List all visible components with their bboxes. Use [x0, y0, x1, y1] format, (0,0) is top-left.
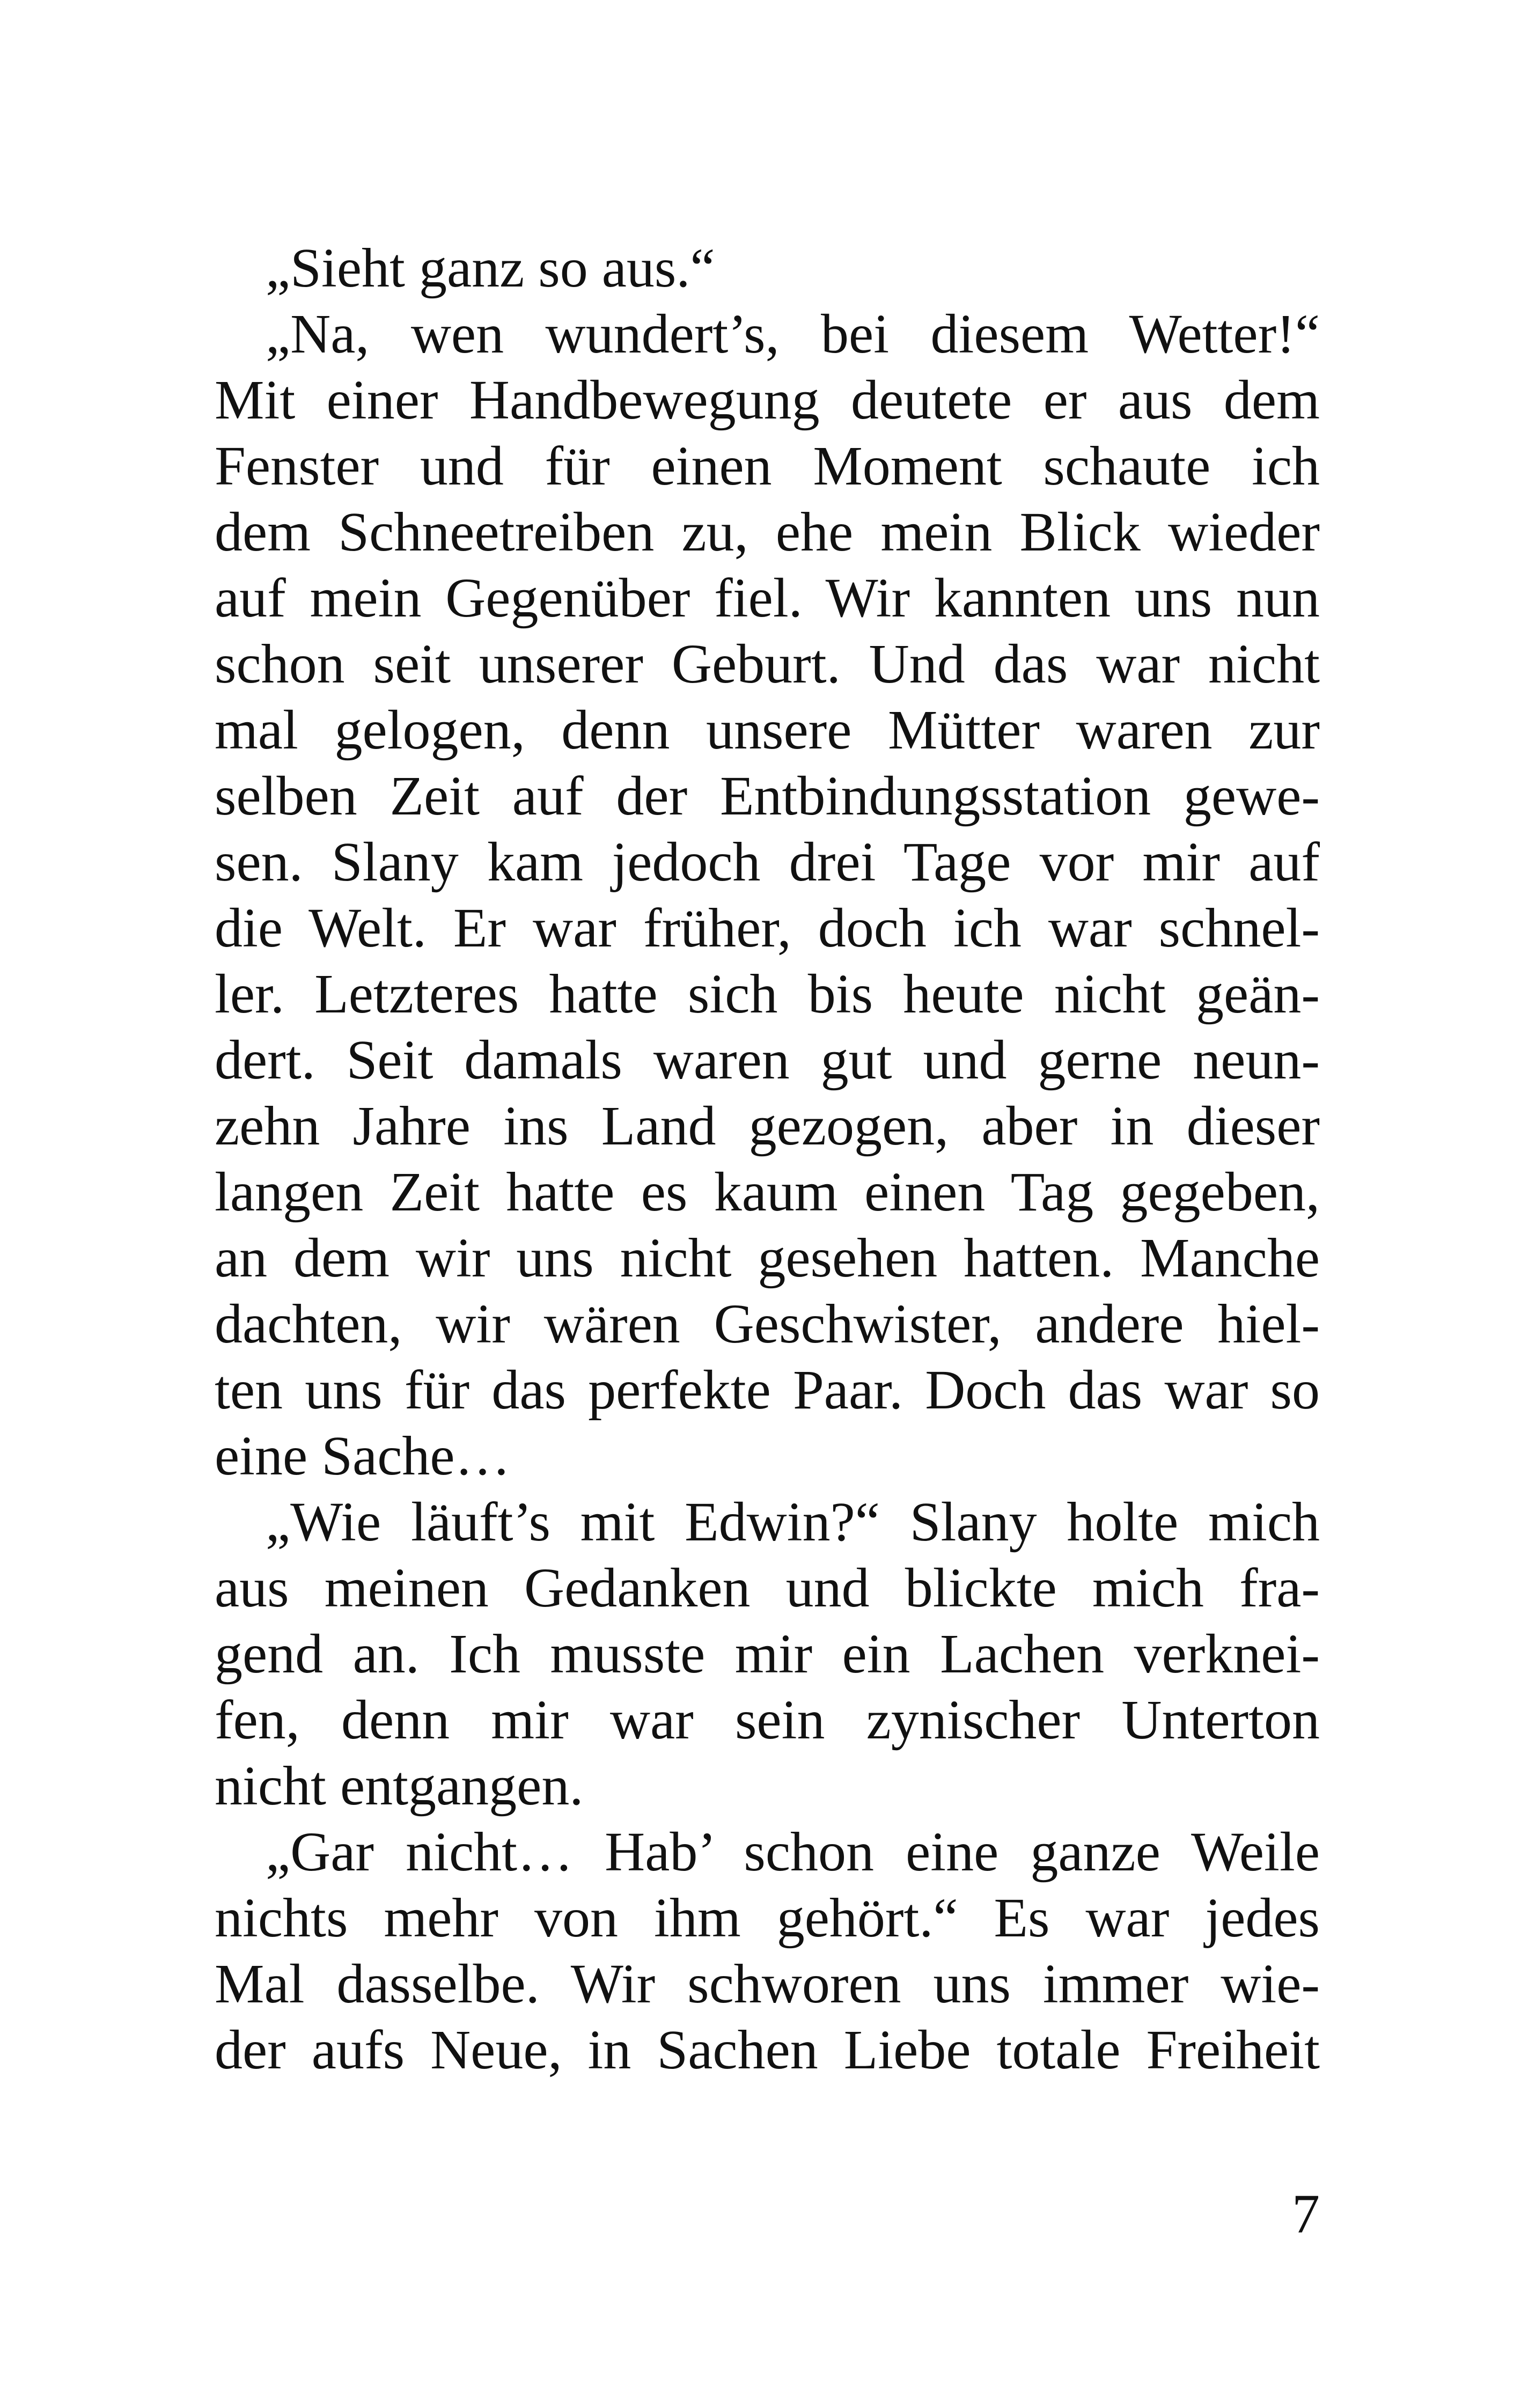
text-line: eine Sache… — [215, 1425, 511, 1487]
text-line: nicht entgangen. — [215, 1755, 584, 1817]
text-line: ten uns für das perfekte Paar. Doch das war so — [215, 1359, 1320, 1421]
text-line: die Welt. Er war früher, doch ich war schnel- — [215, 897, 1320, 959]
text-line: sen. Slany kam jedoch drei Tage vor mir auf — [215, 831, 1320, 893]
text-line: „Gar nicht… Hab’ schon eine ganze Weile — [266, 1821, 1320, 1883]
text-line: dem Schneetreiben zu, ehe mein Blick wieder — [215, 501, 1320, 563]
text-line: auf mein Gegenüber fiel. Wir kannten uns nun — [215, 567, 1320, 629]
text-line: langen Zeit hatte es kaum einen Tag gegeben, — [215, 1161, 1320, 1223]
text-line: aus meinen Gedanken und blickte mich fra- — [215, 1557, 1320, 1619]
text-line: „Sieht ganz so aus.“ — [266, 237, 715, 299]
text-line: gend an. Ich musste mir ein Lachen verknei- — [215, 1623, 1320, 1685]
text-line: Mal dasselbe. Wir schworen uns immer wie- — [215, 1953, 1320, 2015]
text-line: zehn Jahre ins Land gezogen, aber in dieser — [215, 1095, 1320, 1157]
text-line: an dem wir uns nicht gesehen hatten. Manche — [215, 1227, 1320, 1289]
text-line: „Wie läuft’s mit Edwin?“ Slany holte mich — [266, 1491, 1320, 1553]
text-line: nichts mehr von ihm gehört.“ Es war jedes — [215, 1887, 1320, 1949]
text-line: schon seit unserer Geburt. Und das war nicht — [215, 633, 1320, 695]
text-line: mal gelogen, denn unsere Mütter waren zur — [215, 699, 1320, 761]
text-line: selben Zeit auf der Entbindungsstation gewe- — [215, 765, 1320, 827]
text-line: Fenster und für einen Moment schaute ich — [215, 435, 1320, 497]
text-line: fen, denn mir war sein zynischer Unterton — [215, 1689, 1320, 1751]
text-line: der aufs Neue, in Sachen Liebe totale Freiheit — [215, 2019, 1320, 2081]
text-line: dachten, wir wären Geschwister, andere hiel- — [215, 1293, 1320, 1355]
page-number: 7 — [1292, 2183, 1320, 2245]
text-line: „Na, wen wundert’s, bei diesem Wetter!“ — [266, 303, 1320, 365]
text-line: ler. Letzteres hatte sich bis heute nicht geän- — [215, 963, 1320, 1025]
body-text — [215, 235, 1320, 2083]
text-line: dert. Seit damals waren gut und gerne neun- — [215, 1029, 1320, 1091]
text-line: Mit einer Handbewegung deutete er aus dem — [215, 369, 1320, 431]
